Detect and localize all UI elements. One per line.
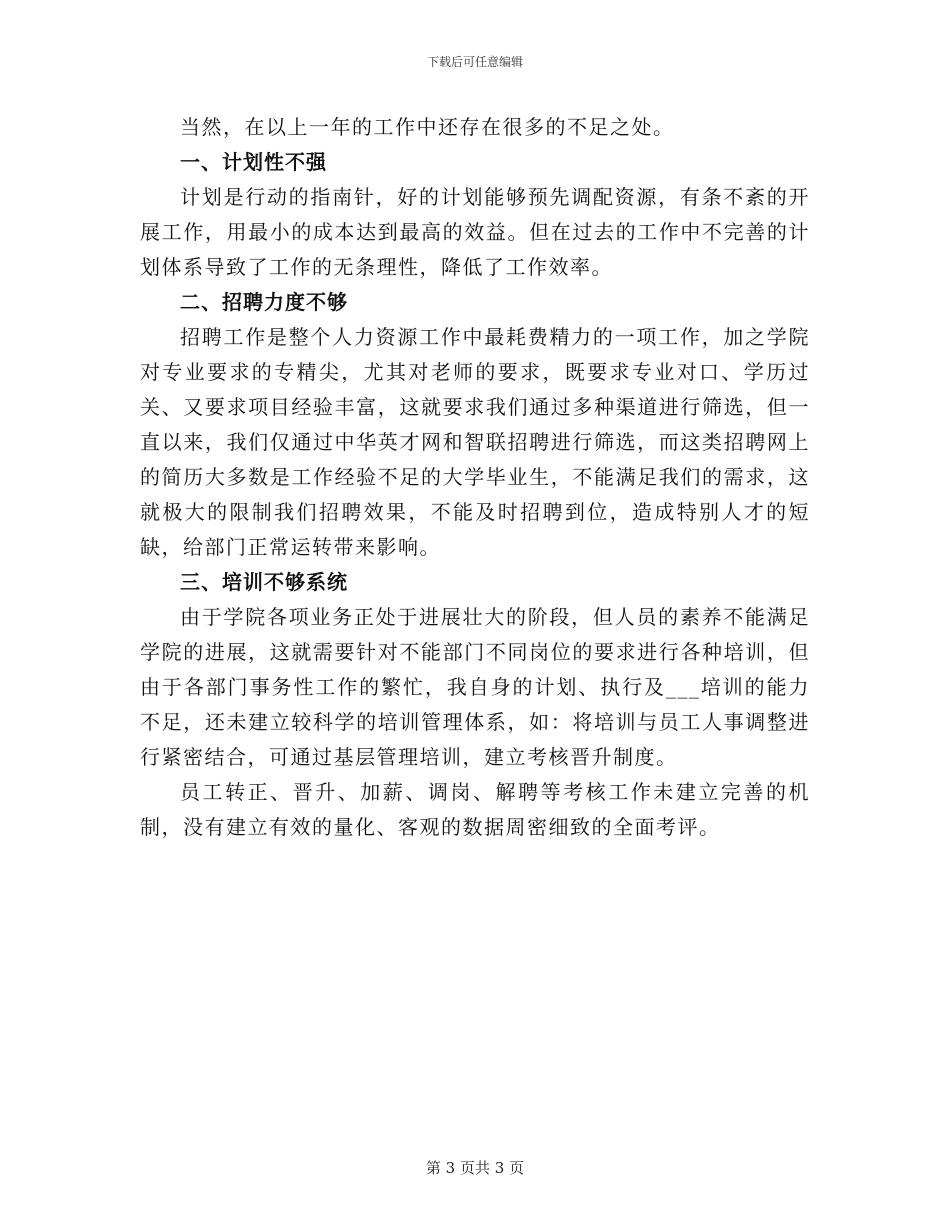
intro-paragraph: 当然，在以上一年的工作中还存在很多的不足之处。 [180, 115, 675, 139]
document-body [140, 110, 810, 845]
section-paragraph-recruitment: 招聘工作是整个人力资源工作中最耗费精力的一项工作，加之学院对专业要求的专精尖，尤其对老师的要求，既要求专业对口、学历过关、又要求项目经验丰富，这就要求我们通过多种渠道进行筛选，但一直以来，我们仅通过中华英才网和智联招聘进行筛选，而这类招聘网上的简历大多数是工作经验不足的大学毕业生，不能满足我们的需求，这就极大的限制我们招聘效果，不能及时招聘到位，造成特别人才的短缺，给部门正常运转带来影响。 [140, 325, 810, 559]
section-heading-planning: 一、计划性不强 [180, 150, 327, 174]
section-heading-training: 三、培训不够系统 [180, 570, 348, 594]
section-paragraph-assessment: 员工转正、晋升、加薪、调岗、解聘等考核工作未建立完善的机制，没有建立有效的量化、客观的数据周密细致的全面考评。 [140, 780, 810, 839]
section-paragraph-planning: 计划是行动的指南针，好的计划能够预先调配资源，有条不紊的开展工作，用最小的成本达到最高的效益。但在过去的工作中不完善的计划体系导致了工作的无条理性，降低了工作效率。 [140, 185, 810, 279]
page-footer: 第 3 页共 3 页 [425, 1159, 525, 1177]
page-header: 下载后可任意编辑 [426, 55, 523, 69]
section-heading-recruitment: 二、招聘力度不够 [180, 290, 348, 314]
section-paragraph-training: 由于学院各项业务正处于进展壮大的阶段，但人员的素养不能满足学院的进展，这就需要针对不能部门不同岗位的要求进行各种培训，但由于各部门事务性工作的繁忙，我自身的计划、执行及___培训的能力不足，还未建立较科学的培训管理体系，如：将培训与员工人事调整进行紧密结合，可通过基层管理培训，建立考核晋升制度。 [140, 605, 810, 769]
